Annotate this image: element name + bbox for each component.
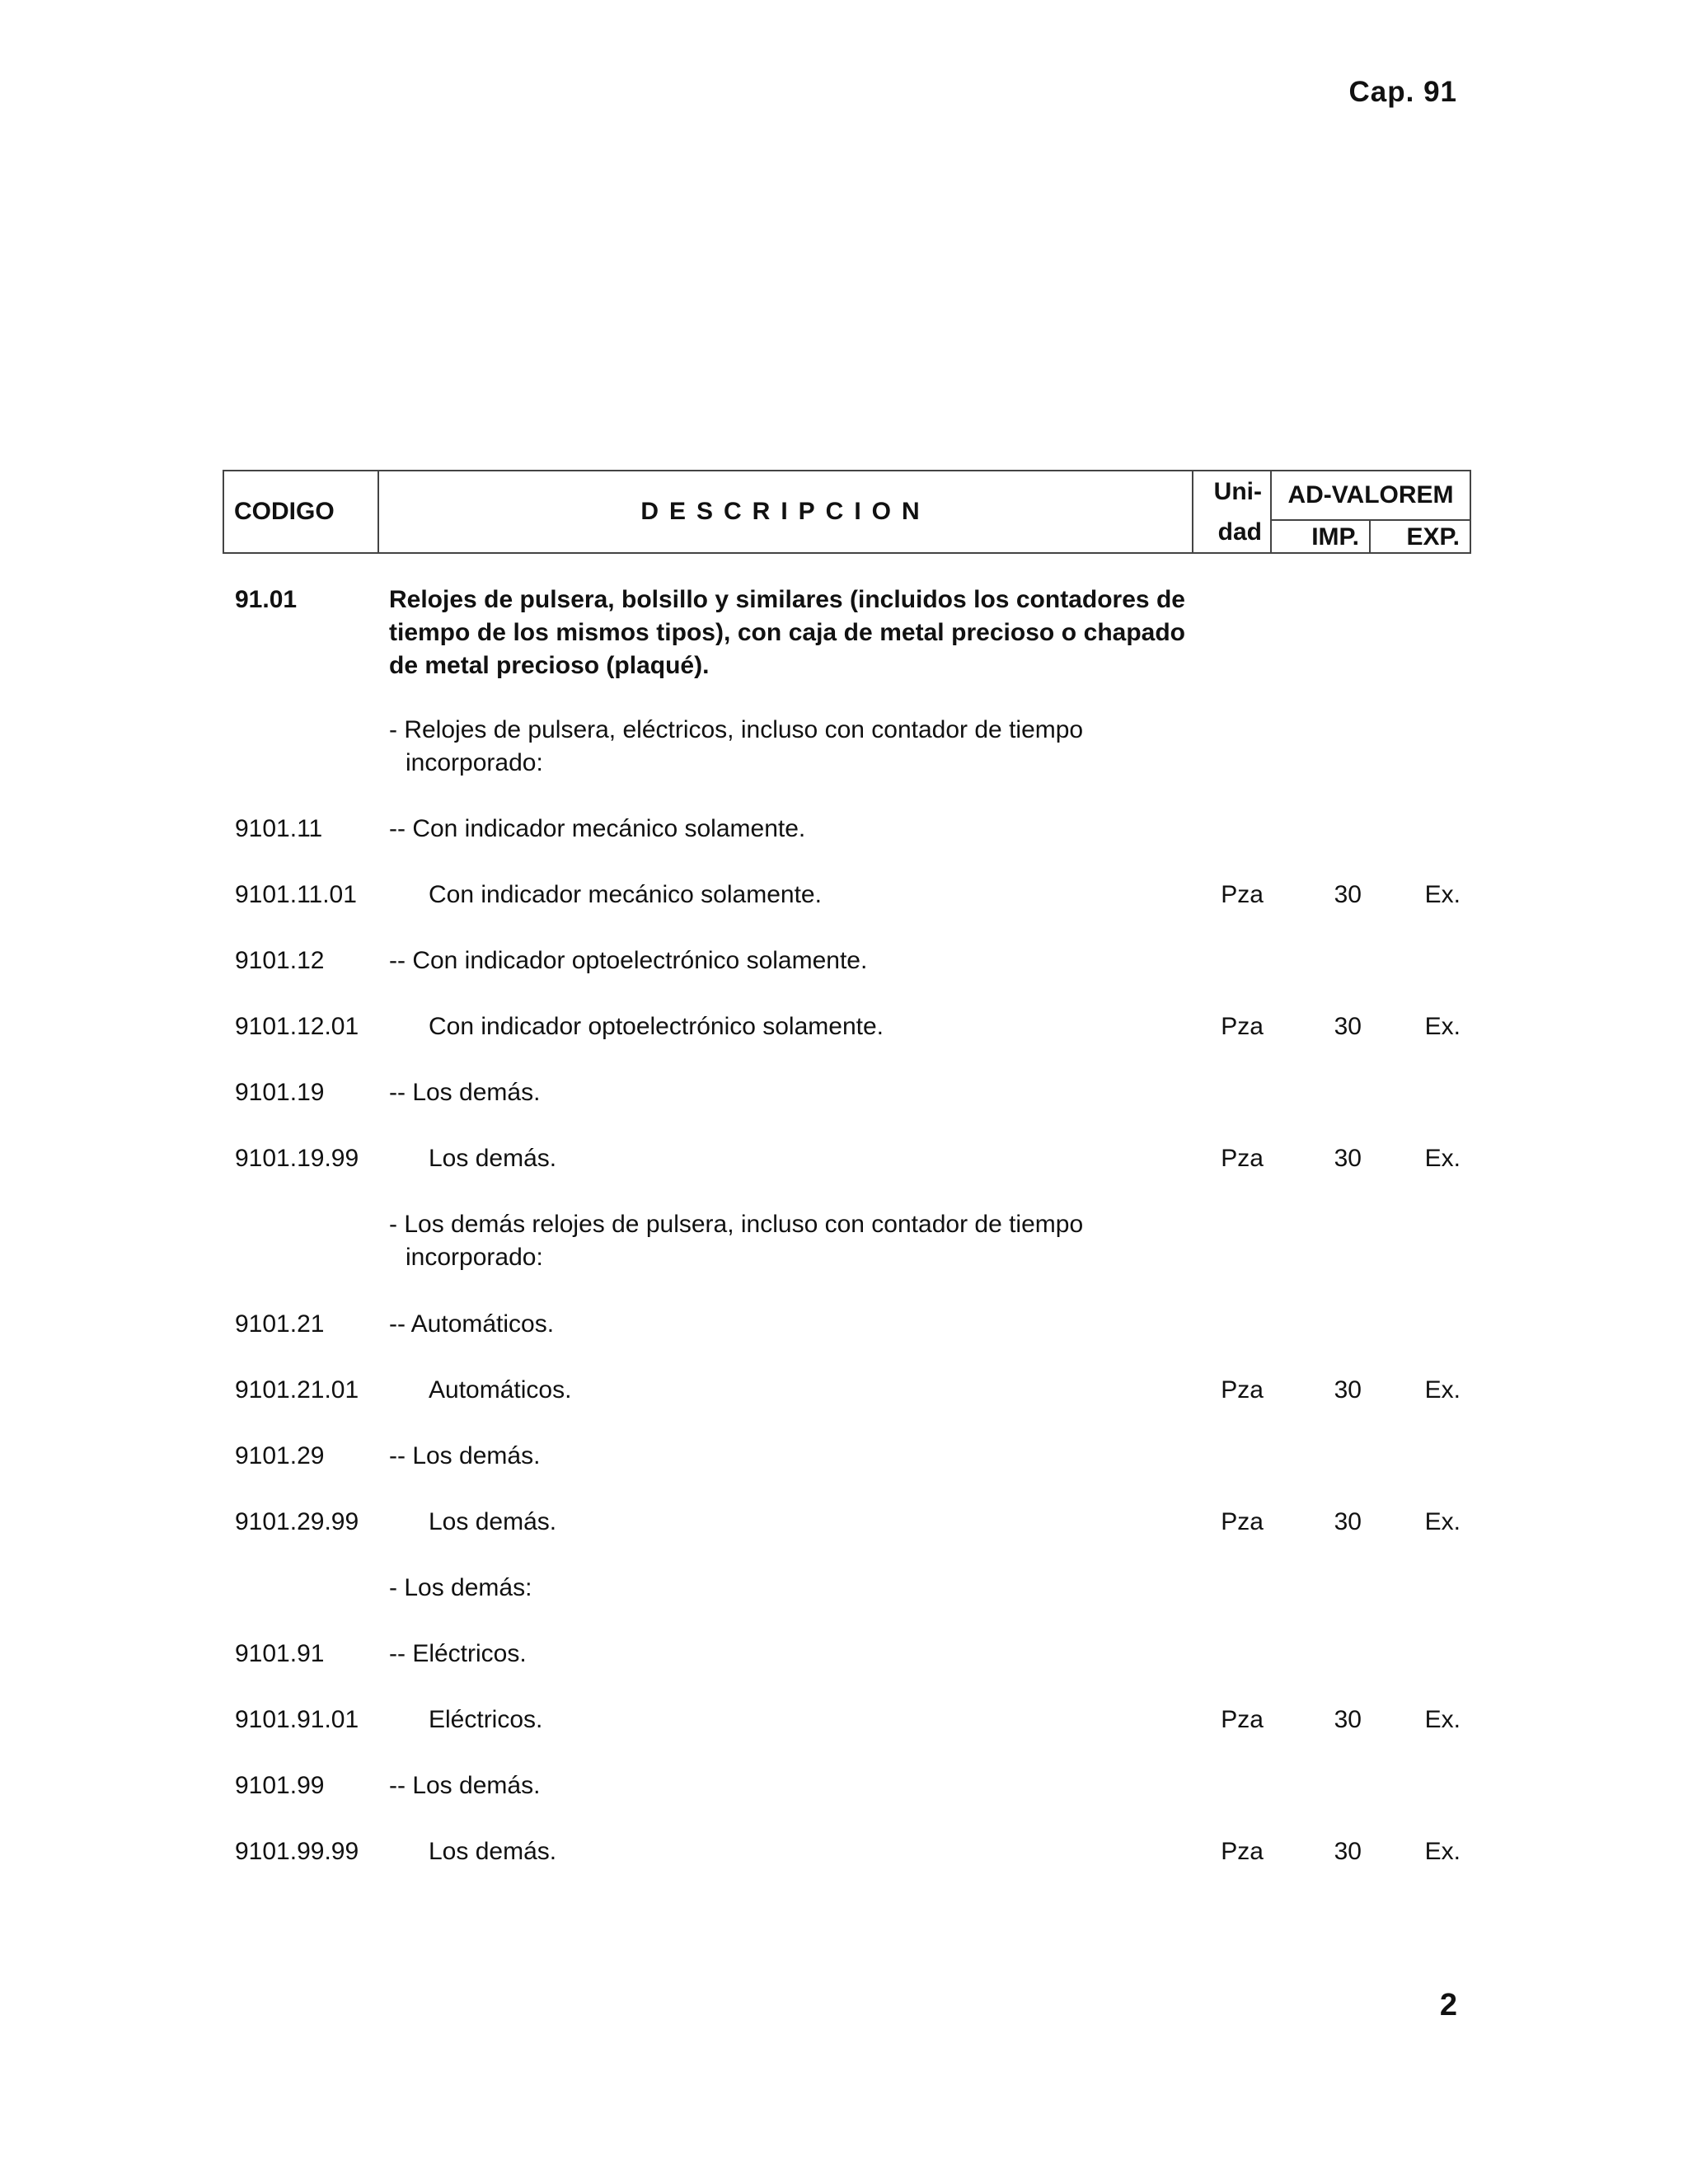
chapter-label: Cap. 91 xyxy=(1348,76,1457,108)
row-exp: Ex. xyxy=(1424,1508,1461,1535)
group-description xyxy=(389,1208,1185,1274)
group-description xyxy=(389,714,1185,780)
row-exp: Ex. xyxy=(1424,1145,1461,1172)
row-description: -- Automáticos. xyxy=(389,1310,555,1338)
row-description: Con indicador optoelectrónico solamente. xyxy=(429,1013,884,1040)
row-description: -- Con indicador optoelectrónico solamente. xyxy=(389,947,868,974)
row-unit: Pza xyxy=(1221,1508,1264,1535)
group-line: - Relojes de pulsera, eléctricos, incluso con contador de tiempo xyxy=(389,716,1084,743)
row-description: Con indicador mecánico solamente. xyxy=(429,881,822,908)
group-line-cont: incorporado: xyxy=(406,749,543,776)
header-descripcion: DESCRIPCION xyxy=(379,471,1193,552)
row-code: 9101.19.99 xyxy=(235,1145,359,1172)
row-description: -- Con indicador mecánico solamente. xyxy=(389,815,806,842)
row-description: Eléctricos. xyxy=(429,1706,543,1733)
row-unit: Pza xyxy=(1221,1706,1264,1733)
table-header xyxy=(223,470,1471,554)
row-exp: Ex. xyxy=(1424,1376,1461,1404)
row-code: 9101.12.01 xyxy=(235,1013,359,1040)
row-description: -- Los demás. xyxy=(389,1772,541,1799)
group-line: - Los demás: xyxy=(389,1574,532,1601)
row-exp: Ex. xyxy=(1424,1838,1461,1865)
row-description: -- Los demás. xyxy=(389,1442,541,1469)
heading-text: Relojes de pulsera, bolsillo y similares (incluidos los contadores de tiempo de los mismos tipos), con caja de metal precioso o chapado de metal precioso (plaqué). xyxy=(389,586,1185,679)
row-unit: Pza xyxy=(1221,1013,1264,1040)
row-unit: Pza xyxy=(1221,881,1264,908)
row-description: -- Los demás. xyxy=(389,1079,541,1106)
row-imp: 30 xyxy=(1334,1706,1362,1733)
group-description xyxy=(389,1572,1185,1605)
row-imp: 30 xyxy=(1334,1145,1362,1172)
header-unidad xyxy=(1193,471,1272,552)
row-code: 9101.19 xyxy=(235,1079,325,1106)
row-imp: 30 xyxy=(1334,1838,1362,1865)
row-description: Los demás. xyxy=(429,1145,557,1172)
row-unit: Pza xyxy=(1221,1145,1264,1172)
row-code: 9101.29.99 xyxy=(235,1508,359,1535)
page-number: 2 xyxy=(1439,1988,1457,2022)
group-line: - Los demás relojes de pulsera, incluso con contador de tiempo xyxy=(389,1211,1084,1238)
header-exp: EXP. xyxy=(1406,523,1460,551)
row-description: -- Eléctricos. xyxy=(389,1640,527,1667)
row-code: 9101.29 xyxy=(235,1442,325,1469)
header-codigo: CODIGO xyxy=(224,471,379,552)
row-imp: 30 xyxy=(1334,1376,1362,1404)
group-line-cont: incorporado: xyxy=(406,1244,543,1271)
row-imp: 30 xyxy=(1334,1508,1362,1535)
header-unidad-bottom: dad xyxy=(1217,518,1262,546)
row-code: 9101.21 xyxy=(235,1310,325,1338)
row-unit: Pza xyxy=(1221,1376,1264,1404)
row-exp: Ex. xyxy=(1424,1706,1461,1733)
header-unidad-top: Uni- xyxy=(1213,477,1262,505)
row-description: Los demás. xyxy=(429,1838,557,1865)
row-code: 9101.11.01 xyxy=(235,881,357,908)
row-exp: Ex. xyxy=(1424,1013,1461,1040)
row-description: Los demás. xyxy=(429,1508,557,1535)
row-code: 9101.99.99 xyxy=(235,1838,359,1865)
header-imp: IMP. xyxy=(1272,521,1371,554)
header-ad-valorem: AD-VALOREM xyxy=(1272,471,1470,521)
row-exp: Ex. xyxy=(1424,881,1461,908)
row-unit: Pza xyxy=(1221,1838,1264,1865)
row-code: 9101.11 xyxy=(235,815,323,842)
row-imp: 30 xyxy=(1334,1013,1362,1040)
heading-code: 91.01 xyxy=(235,586,298,613)
row-description: Automáticos. xyxy=(429,1376,572,1404)
row-code: 9101.12 xyxy=(235,947,325,974)
row-code: 9101.99 xyxy=(235,1772,325,1799)
row-imp: 30 xyxy=(1334,881,1362,908)
row-code: 9101.21.01 xyxy=(235,1376,359,1404)
row-code: 9101.91.01 xyxy=(235,1706,359,1733)
row-code: 9101.91 xyxy=(235,1640,325,1667)
